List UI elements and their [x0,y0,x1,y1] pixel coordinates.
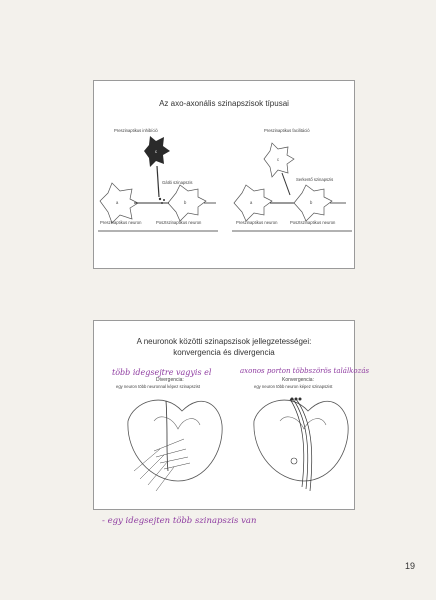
cell-b-label-right: b [310,200,313,205]
slide1-title: Az axo-axonális szinapszisok típusai [159,99,289,108]
inhibitory-synapse-label: Gátló szinapszis [162,180,193,185]
slide2-title-line2: konvergencia és divergencia [173,348,275,357]
handwritten-note-convergence: axonos porton többszörös találkozás [240,367,370,375]
cell-a-label-right: a [250,200,253,205]
postsynaptic-label-right: Posztszinaptikus neuron [290,220,336,225]
left-panel-heading: Preszinaptikus inhibíció [114,128,158,133]
convergence-heading: Konvergencia: [282,377,314,383]
divergence-description: egy neuron több neuronnal képez szinapszist [116,384,201,389]
spinal-cord-right [254,400,348,481]
neuron-a-right [234,185,272,221]
cell-b-label-left: b [184,200,187,205]
neuron-a-left [100,183,138,223]
postsynaptic-label-left: Posztszinaptikus neuron [156,220,202,225]
cell-c-label-right: c [277,157,280,162]
page-number: 19 [405,561,416,571]
right-panel-heading: Preszinaptikus facilitáció [264,128,310,133]
cell-a-label-left: a [116,200,119,205]
presynaptic-label-left: Preszinaptikus neuron [100,220,142,225]
excitatory-synapse-label: Serkentő szinapszis [296,177,334,182]
neuron-b-right [294,185,332,221]
convergence-description: egy neuron több neuron képez szinapszist [254,384,333,389]
slide-axo-axonal-synapses [93,80,355,269]
slide-convergence-divergence [93,320,355,510]
convergence-divergence-diagram [94,321,356,511]
cell-c-label-left: c [155,149,158,154]
spinal-cord-left [128,400,222,481]
handwritten-note-divergence: több idegsejtre vagyis el [112,368,212,377]
divergence-heading: Divergencia: [156,377,184,383]
slide2-title-line1: A neuronok közötti szinapszisok jellegzetességei: [136,337,312,346]
axo-axonal-diagram [94,81,356,270]
handwritten-bottom-note: - egy idegsejten több szinapszis van [102,516,257,526]
neuron-b-left [168,185,206,221]
presynaptic-label-right: Preszinaptikus neuron [236,220,278,225]
